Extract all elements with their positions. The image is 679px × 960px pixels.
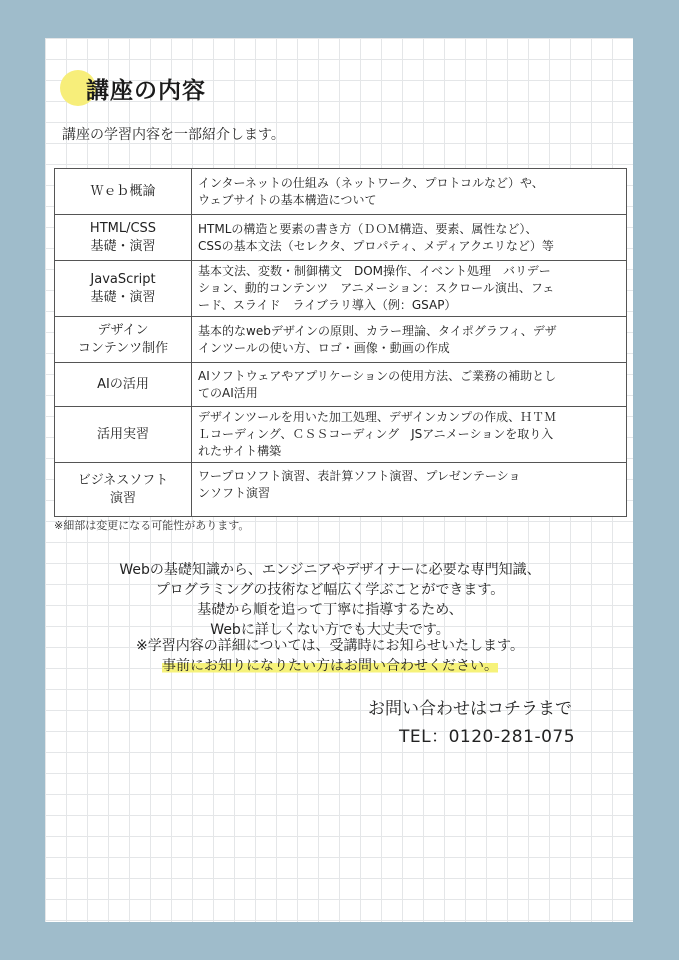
course-description	[192, 363, 627, 407]
course-category	[55, 463, 192, 517]
course-description	[192, 317, 627, 363]
description-line: 基本的なwebデザインの原則、カラー理論、タイポグラフィ、デザ	[198, 323, 557, 338]
page-title: 講座の内容	[86, 78, 206, 104]
category-line: Ｗｅｂ概論	[90, 183, 156, 199]
description-line: ション、動的コンテンツ アニメーション：スクロール演出、フェ	[198, 281, 555, 295]
table-row	[55, 169, 627, 215]
category-line: 基礎・演習	[90, 238, 156, 254]
description-line: インターネットの仕組み（ネットワーク、プロトコルなど）や、	[198, 175, 544, 190]
course-description	[192, 261, 627, 317]
description-line: デザインツールを用いた加工処理、デザインカンプの作成、ＨＴＭ	[198, 410, 557, 424]
description-line: HTMLの構造と要素の書き方（ＤＯＭ構造、要素、属性など）、	[198, 221, 538, 236]
intro-text: 講座の学習内容を一部紹介します。	[62, 127, 285, 143]
paragraph-line: Webの基礎知識から、エンジニアやデザイナーに必要な専門知識、	[119, 562, 541, 578]
category-line: コンテンツ制作	[77, 340, 169, 356]
description-paragraph	[60, 560, 600, 676]
course-description	[192, 463, 627, 517]
paragraph-line: プログラミングの技術など幅広く学ぶことができます。	[155, 582, 505, 598]
category-line: デザイン	[97, 322, 149, 338]
description-line: CSSの基本文法（セレクタ、プロパティ、メディアクエリなど）等	[198, 238, 554, 253]
course-category	[55, 363, 192, 407]
paragraph-line: ※学習内容の詳細については、受講時にお知らせいたします。	[136, 638, 524, 654]
disclaimer-note: ※細部は変更になる可能性があります。	[54, 519, 250, 532]
course-description	[192, 407, 627, 463]
description-line: れたサイト構築	[198, 444, 282, 458]
category-line: 基礎・演習	[90, 289, 156, 305]
contact-label: お問い合わせはコチラまで	[368, 699, 572, 719]
paragraph-line: Webに詳しくない方でも大丈夫です。	[210, 622, 450, 638]
description-line: インツールの使い方、ロゴ・画像・動画の作成	[198, 340, 450, 355]
category-line: 活用実習	[96, 426, 149, 442]
category-line: JavaScript	[90, 271, 156, 287]
description-line: ンソフト演習	[198, 486, 271, 500]
table-row	[55, 261, 627, 317]
phone-number[interactable]: TEL：0120-281-075	[399, 727, 576, 747]
course-category	[55, 261, 192, 317]
category-line: HTML/CSS	[89, 220, 157, 236]
course-category	[55, 407, 192, 463]
course-category	[55, 215, 192, 261]
description-line: てのAI活用	[198, 385, 258, 400]
paragraph-line: 基礎から順を追って丁寧に指導するため、	[197, 602, 463, 618]
course-table	[54, 168, 627, 517]
highlighted-line	[60, 656, 600, 676]
category-line: AIの活用	[97, 376, 149, 392]
highlighted-text: 事前にお知りになりたい方はお問い合わせください。	[162, 658, 498, 674]
description-line: ード、スライド ライブラリ導入（例：GSAP）	[198, 298, 457, 312]
description-line: ウェブサイトの基本構造について	[198, 192, 377, 207]
description-line: AIソフトウェアやアプリケーションの使用方法、ご業務の補助とし	[198, 368, 557, 383]
table-row	[55, 215, 627, 261]
table-row	[55, 407, 627, 463]
category-line: ビジネスソフト	[77, 472, 169, 488]
course-description	[192, 169, 627, 215]
category-line: 演習	[109, 490, 136, 506]
course-category	[55, 169, 192, 215]
description-line: ワープロソフト演習、表計算ソフト演習、プレゼンテーショ	[198, 469, 521, 483]
description-line: 基本文法、変数・制御構文 DOM操作、イベント処理 バリデー	[198, 264, 551, 278]
course-description	[192, 215, 627, 261]
description-line: Ｌコーディング、ＣＳＳコーディング JSアニメーションを取り入	[198, 427, 554, 441]
table-row	[55, 363, 627, 407]
course-category	[55, 317, 192, 363]
table-row	[55, 317, 627, 363]
table-row	[55, 463, 627, 517]
